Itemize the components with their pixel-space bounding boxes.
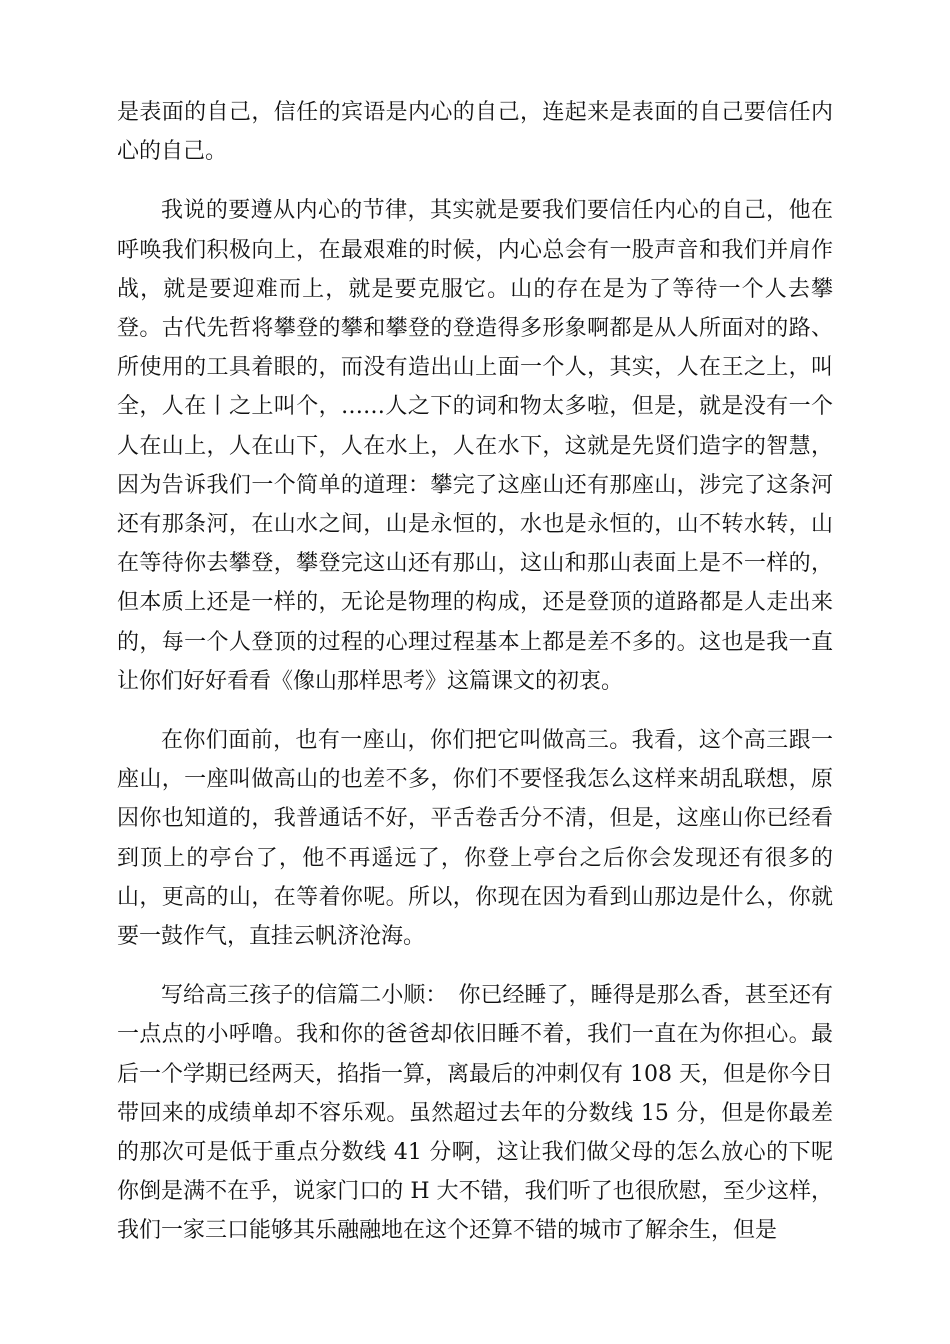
paragraph-letter-two: 写给高三孩子的信篇二小顺： 你已经睡了，睡得是那么香，甚至还有一点点的小呼噜。我和你的爸爸却依旧睡不着，我们一直在为你担心。最后一个学期已经两天，掐指一算，离最后的冲刺仅有 108 天，但是你今日带回来的成绩单却不容乐观。虽然超过去年的分数线 15 分，但是你最差的那次可是低于重点分数线 41 分啊，这让我们做父母的怎么放心的下呢你倒是满不在乎，说家门口的 H 大不错，我们听了也很欣慰，至少这样，我们一家三口能够其乐融融地在这个还算不错的城市了解余生，但是 bbox=[117, 983, 833, 1244]
paragraph-mountain-climbing: 我说的要遵从内心的节律，其实就是要我们要信任内心的自己，他在呼唤我们积极向上，在最艰难的时候，内心总会有一股声音和我们并肩作战，就是要迎难而上，就是要克服它。山的存在是为了等待一个人去攀登。古代先哲将攀登的攀和攀登的登造得多形象啊都是从人所面对的路、所使用的工具着眼的，而没有造出山上面一个人，其实，人在王之上，叫全，人在丨之上叫个，……人之下的词和物太多啦，但是，就是没有一个人在山上，人在山下，人在水上，人在水下，这就是先贤们造字的智慧，因为告诉我们一个简单的道理：攀完了这座山还有那座山，涉完了这条河还有那条河，在山水之间，山是永恒的，水也是永恒的，山不转水转，山在等待你去攀登，攀登完这山还有那山，这山和那山表面上是不一样的，但本质上还是一样的，无论是物理的构成，还是登顶的道路都是人走出来的，每一个人登顶的过程的心理过程基本上都是差不多的。这也是我一直让你们好好看看《像山那样思考》这篇课文的初衷。 bbox=[117, 198, 833, 694]
paragraph-senior-year-mountain: 在你们面前，也有一座山，你们把它叫做高三。我看，这个高三跟一座山，一座叫做高山的也差不多，你们不要怪我怎么这样来胡乱联想，原因你也知道的，我普通话不好，平舌卷舌分不清，但是，这座山你已经看到顶上的亭台了，他不再遥远了，你登上亭台之后你会发现还有很多的山，更高的山，在等着你呢。所以，你现在因为看到山那边是什么，你就要一鼓作气，直挂云帆济沧海。 bbox=[117, 728, 833, 950]
document-page bbox=[117, 93, 833, 1251]
paragraph-continued: 是表面的自己，信任的宾语是内心的自己，连起来是表面的自己要信任内心的自己。 bbox=[117, 100, 833, 165]
